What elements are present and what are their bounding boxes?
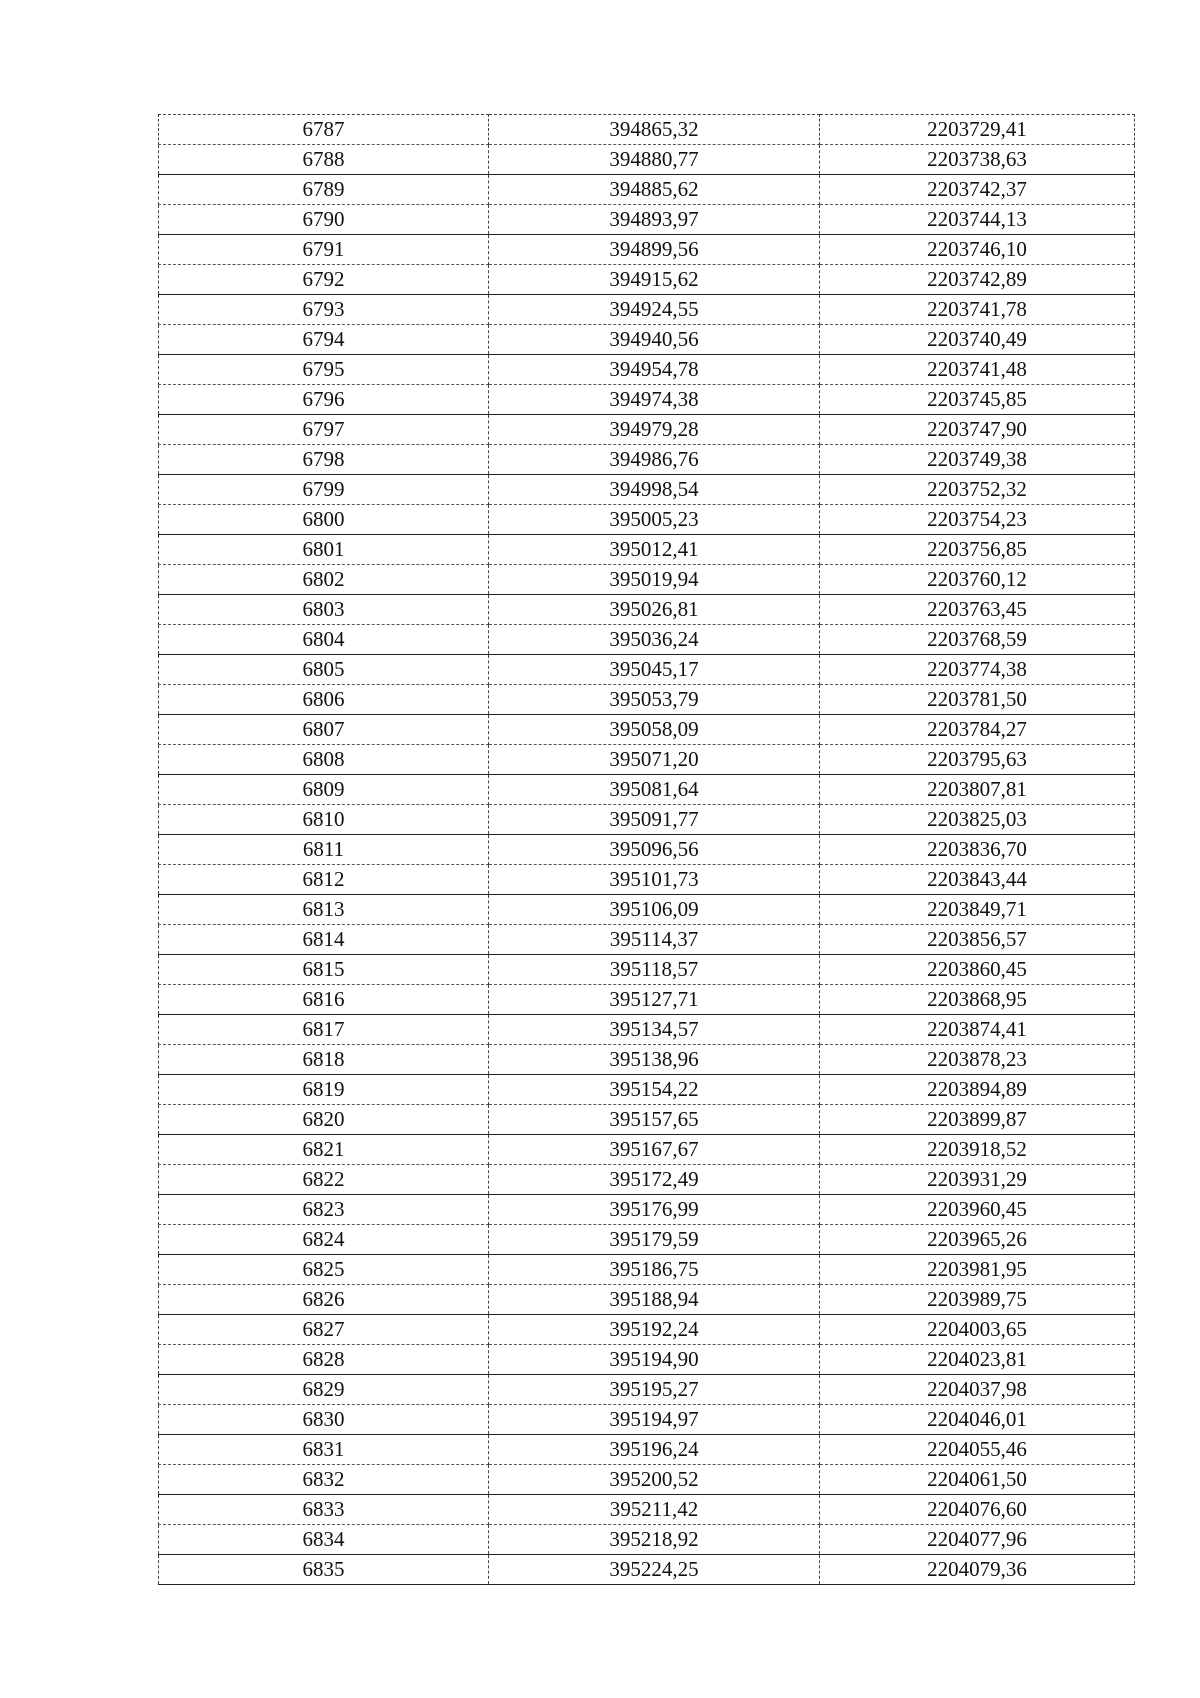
y-coordinate-cell: 2203752,32 (820, 475, 1135, 505)
table-row (159, 955, 1135, 985)
table-row (159, 1375, 1135, 1405)
point-number-cell: 6799 (159, 475, 489, 505)
point-number-cell: 6827 (159, 1315, 489, 1345)
y-coordinate-cell: 2203742,89 (820, 265, 1135, 295)
y-coordinate-cell: 2203931,29 (820, 1165, 1135, 1195)
y-coordinate-cell: 2203729,41 (820, 115, 1135, 145)
table-row (159, 1105, 1135, 1135)
y-coordinate-cell: 2203878,23 (820, 1045, 1135, 1075)
y-coordinate-cell: 2203899,87 (820, 1105, 1135, 1135)
table-row (159, 1435, 1135, 1465)
table-row (159, 415, 1135, 445)
point-number-cell: 6802 (159, 565, 489, 595)
x-coordinate-cell: 395194,97 (489, 1405, 820, 1435)
x-coordinate-cell: 395218,92 (489, 1525, 820, 1555)
y-coordinate-cell: 2203740,49 (820, 325, 1135, 355)
x-coordinate-cell: 395127,71 (489, 985, 820, 1015)
y-coordinate-cell: 2203860,45 (820, 955, 1135, 985)
point-number-cell: 6814 (159, 925, 489, 955)
point-number-cell: 6832 (159, 1465, 489, 1495)
x-coordinate-cell: 394924,55 (489, 295, 820, 325)
table-row (159, 745, 1135, 775)
point-number-cell: 6819 (159, 1075, 489, 1105)
table-row (159, 1465, 1135, 1495)
point-number-cell: 6833 (159, 1495, 489, 1525)
y-coordinate-cell: 2203742,37 (820, 175, 1135, 205)
y-coordinate-cell: 2203744,13 (820, 205, 1135, 235)
table-row (159, 865, 1135, 895)
x-coordinate-cell: 395081,64 (489, 775, 820, 805)
point-number-cell: 6804 (159, 625, 489, 655)
point-number-cell: 6805 (159, 655, 489, 685)
x-coordinate-cell: 395186,75 (489, 1255, 820, 1285)
x-coordinate-cell: 395012,41 (489, 535, 820, 565)
table-row (159, 1225, 1135, 1255)
x-coordinate-cell: 394940,56 (489, 325, 820, 355)
table-row (159, 1495, 1135, 1525)
x-coordinate-cell: 395134,57 (489, 1015, 820, 1045)
table-row (159, 1255, 1135, 1285)
table-row (159, 1345, 1135, 1375)
point-number-cell: 6822 (159, 1165, 489, 1195)
point-number-cell: 6811 (159, 835, 489, 865)
y-coordinate-cell: 2203756,85 (820, 535, 1135, 565)
point-number-cell: 6792 (159, 265, 489, 295)
table-row (159, 925, 1135, 955)
y-coordinate-cell: 2203741,48 (820, 355, 1135, 385)
x-coordinate-cell: 395138,96 (489, 1045, 820, 1075)
x-coordinate-cell: 394880,77 (489, 145, 820, 175)
y-coordinate-cell: 2203843,44 (820, 865, 1135, 895)
table-row (159, 175, 1135, 205)
x-coordinate-cell: 395157,65 (489, 1105, 820, 1135)
x-coordinate-cell: 394954,78 (489, 355, 820, 385)
table-row (159, 655, 1135, 685)
point-number-cell: 6830 (159, 1405, 489, 1435)
table-row (159, 1525, 1135, 1555)
x-coordinate-cell: 395179,59 (489, 1225, 820, 1255)
y-coordinate-cell: 2203981,95 (820, 1255, 1135, 1285)
x-coordinate-cell: 395019,94 (489, 565, 820, 595)
y-coordinate-cell: 2204061,50 (820, 1465, 1135, 1495)
table-row (159, 1315, 1135, 1345)
point-number-cell: 6798 (159, 445, 489, 475)
x-coordinate-cell: 395195,27 (489, 1375, 820, 1405)
point-number-cell: 6813 (159, 895, 489, 925)
point-number-cell: 6826 (159, 1285, 489, 1315)
table-row (159, 355, 1135, 385)
x-coordinate-cell: 395071,20 (489, 745, 820, 775)
x-coordinate-cell: 394885,62 (489, 175, 820, 205)
table-row (159, 205, 1135, 235)
x-coordinate-cell: 395224,25 (489, 1555, 820, 1585)
x-coordinate-cell: 395114,37 (489, 925, 820, 955)
table-row (159, 1195, 1135, 1225)
y-coordinate-cell: 2203795,63 (820, 745, 1135, 775)
y-coordinate-cell: 2203738,63 (820, 145, 1135, 175)
point-number-cell: 6828 (159, 1345, 489, 1375)
table-row (159, 835, 1135, 865)
y-coordinate-cell: 2203784,27 (820, 715, 1135, 745)
point-number-cell: 6789 (159, 175, 489, 205)
point-number-cell: 6803 (159, 595, 489, 625)
table-row (159, 445, 1135, 475)
x-coordinate-cell: 395188,94 (489, 1285, 820, 1315)
x-coordinate-cell: 395194,90 (489, 1345, 820, 1375)
table-row (159, 505, 1135, 535)
point-number-cell: 6825 (159, 1255, 489, 1285)
x-coordinate-cell: 395200,52 (489, 1465, 820, 1495)
point-number-cell: 6834 (159, 1525, 489, 1555)
x-coordinate-cell: 394979,28 (489, 415, 820, 445)
x-coordinate-cell: 395005,23 (489, 505, 820, 535)
point-number-cell: 6823 (159, 1195, 489, 1225)
table-row (159, 385, 1135, 415)
table-row (159, 145, 1135, 175)
point-number-cell: 6808 (159, 745, 489, 775)
point-number-cell: 6829 (159, 1375, 489, 1405)
table-row (159, 115, 1135, 145)
y-coordinate-cell: 2203807,81 (820, 775, 1135, 805)
table-row (159, 295, 1135, 325)
point-number-cell: 6788 (159, 145, 489, 175)
point-number-cell: 6790 (159, 205, 489, 235)
point-number-cell: 6796 (159, 385, 489, 415)
point-number-cell: 6821 (159, 1135, 489, 1165)
point-number-cell: 6835 (159, 1555, 489, 1585)
table-row (159, 265, 1135, 295)
y-coordinate-cell: 2204023,81 (820, 1345, 1135, 1375)
y-coordinate-cell: 2204076,60 (820, 1495, 1135, 1525)
x-coordinate-cell: 394986,76 (489, 445, 820, 475)
y-coordinate-cell: 2203774,38 (820, 655, 1135, 685)
y-coordinate-cell: 2203746,10 (820, 235, 1135, 265)
y-coordinate-cell: 2204046,01 (820, 1405, 1135, 1435)
table-row (159, 535, 1135, 565)
table-row (159, 1015, 1135, 1045)
x-coordinate-cell: 395091,77 (489, 805, 820, 835)
table-row (159, 685, 1135, 715)
x-coordinate-cell: 394865,32 (489, 115, 820, 145)
y-coordinate-cell: 2203918,52 (820, 1135, 1135, 1165)
table-row (159, 805, 1135, 835)
point-number-cell: 6800 (159, 505, 489, 535)
table-row (159, 475, 1135, 505)
y-coordinate-cell: 2203836,70 (820, 835, 1135, 865)
point-number-cell: 6809 (159, 775, 489, 805)
point-number-cell: 6807 (159, 715, 489, 745)
y-coordinate-cell: 2203989,75 (820, 1285, 1135, 1315)
point-number-cell: 6820 (159, 1105, 489, 1135)
y-coordinate-cell: 2203768,59 (820, 625, 1135, 655)
y-coordinate-cell: 2203745,85 (820, 385, 1135, 415)
table-row (159, 1555, 1135, 1585)
table-row (159, 1405, 1135, 1435)
x-coordinate-cell: 395036,24 (489, 625, 820, 655)
x-coordinate-cell: 394915,62 (489, 265, 820, 295)
point-number-cell: 6806 (159, 685, 489, 715)
y-coordinate-cell: 2203741,78 (820, 295, 1135, 325)
y-coordinate-cell: 2203825,03 (820, 805, 1135, 835)
x-coordinate-cell: 395196,24 (489, 1435, 820, 1465)
point-number-cell: 6816 (159, 985, 489, 1015)
point-number-cell: 6818 (159, 1045, 489, 1075)
y-coordinate-cell: 2203760,12 (820, 565, 1135, 595)
y-coordinate-cell: 2204079,36 (820, 1555, 1135, 1585)
x-coordinate-cell: 395106,09 (489, 895, 820, 925)
x-coordinate-cell: 395176,99 (489, 1195, 820, 1225)
y-coordinate-cell: 2204055,46 (820, 1435, 1135, 1465)
y-coordinate-cell: 2203763,45 (820, 595, 1135, 625)
x-coordinate-cell: 395053,79 (489, 685, 820, 715)
x-coordinate-cell: 394998,54 (489, 475, 820, 505)
table-row (159, 1165, 1135, 1195)
table-row (159, 595, 1135, 625)
point-number-cell: 6794 (159, 325, 489, 355)
y-coordinate-cell: 2203960,45 (820, 1195, 1135, 1225)
x-coordinate-cell: 395026,81 (489, 595, 820, 625)
point-number-cell: 6810 (159, 805, 489, 835)
x-coordinate-cell: 395096,56 (489, 835, 820, 865)
x-coordinate-cell: 395058,09 (489, 715, 820, 745)
y-coordinate-cell: 2203868,95 (820, 985, 1135, 1015)
x-coordinate-cell: 395154,22 (489, 1075, 820, 1105)
table-row (159, 895, 1135, 925)
y-coordinate-cell: 2203781,50 (820, 685, 1135, 715)
y-coordinate-cell: 2204003,65 (820, 1315, 1135, 1345)
table-row (159, 1045, 1135, 1075)
table-row (159, 625, 1135, 655)
table-row (159, 1075, 1135, 1105)
point-number-cell: 6797 (159, 415, 489, 445)
y-coordinate-cell: 2203894,89 (820, 1075, 1135, 1105)
point-number-cell: 6791 (159, 235, 489, 265)
x-coordinate-cell: 395172,49 (489, 1165, 820, 1195)
point-number-cell: 6831 (159, 1435, 489, 1465)
table-row (159, 565, 1135, 595)
x-coordinate-cell: 394893,97 (489, 205, 820, 235)
x-coordinate-cell: 395167,67 (489, 1135, 820, 1165)
y-coordinate-cell: 2203747,90 (820, 415, 1135, 445)
table-row (159, 715, 1135, 745)
table-row (159, 235, 1135, 265)
x-coordinate-cell: 394899,56 (489, 235, 820, 265)
table-row (159, 1135, 1135, 1165)
x-coordinate-cell: 395101,73 (489, 865, 820, 895)
y-coordinate-cell: 2203874,41 (820, 1015, 1135, 1045)
point-number-cell: 6812 (159, 865, 489, 895)
x-coordinate-cell: 395211,42 (489, 1495, 820, 1525)
x-coordinate-cell: 395045,17 (489, 655, 820, 685)
table-row (159, 775, 1135, 805)
table-row (159, 1285, 1135, 1315)
point-number-cell: 6817 (159, 1015, 489, 1045)
point-number-cell: 6801 (159, 535, 489, 565)
table-row (159, 985, 1135, 1015)
coordinate-table-body (159, 115, 1135, 1585)
point-number-cell: 6787 (159, 115, 489, 145)
y-coordinate-cell: 2204037,98 (820, 1375, 1135, 1405)
point-number-cell: 6824 (159, 1225, 489, 1255)
y-coordinate-cell: 2203965,26 (820, 1225, 1135, 1255)
y-coordinate-cell: 2204077,96 (820, 1525, 1135, 1555)
table-row (159, 325, 1135, 355)
x-coordinate-cell: 395192,24 (489, 1315, 820, 1345)
y-coordinate-cell: 2203754,23 (820, 505, 1135, 535)
x-coordinate-cell: 394974,38 (489, 385, 820, 415)
y-coordinate-cell: 2203749,38 (820, 445, 1135, 475)
point-number-cell: 6815 (159, 955, 489, 985)
y-coordinate-cell: 2203856,57 (820, 925, 1135, 955)
y-coordinate-cell: 2203849,71 (820, 895, 1135, 925)
coordinate-table (158, 114, 1135, 1585)
point-number-cell: 6793 (159, 295, 489, 325)
x-coordinate-cell: 395118,57 (489, 955, 820, 985)
point-number-cell: 6795 (159, 355, 489, 385)
